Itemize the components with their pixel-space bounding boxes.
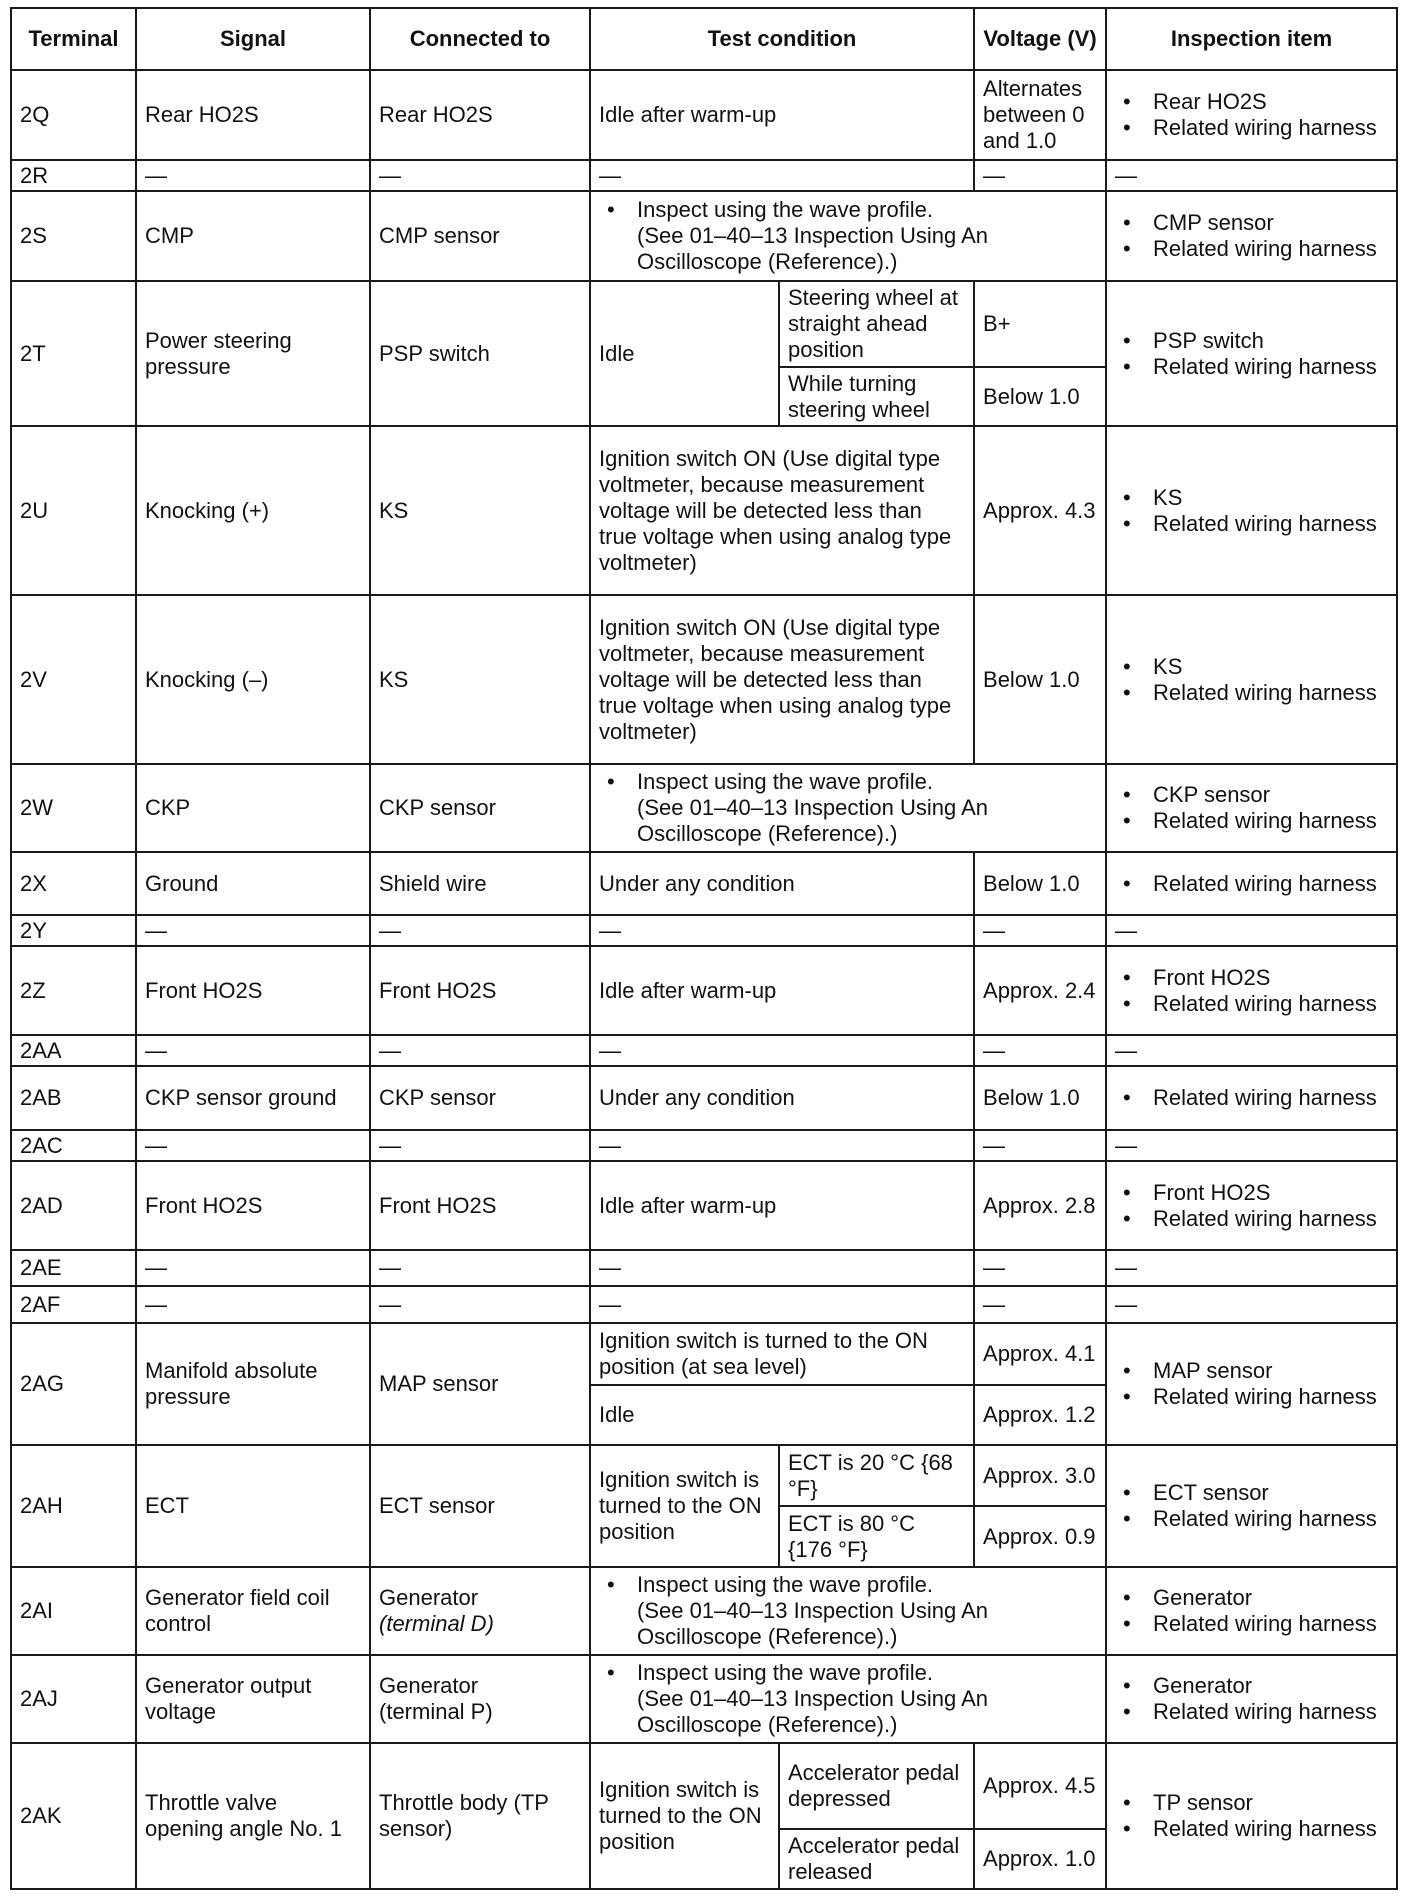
inspection-item: • KS [1153, 485, 1388, 511]
inspection-item: • Related wiring harness [1153, 1206, 1388, 1232]
inspection-item: • CKP sensor [1153, 782, 1388, 808]
connected-cell: — [370, 915, 590, 946]
inspection-cell: — [1106, 160, 1397, 191]
terminal-cell: 2AI [11, 1567, 136, 1655]
signal-cell: — [136, 915, 370, 946]
inspection-item: • ECT sensor [1153, 1480, 1388, 1506]
terminal-cell: 2W [11, 764, 136, 852]
inspection-item: • KS [1153, 654, 1388, 680]
condition-cell [590, 1655, 1106, 1743]
table-row [11, 70, 1397, 160]
condition-cell: — [590, 1035, 974, 1066]
condition-cell: Under any condition [590, 852, 974, 915]
inspection-item: • TP sensor [1153, 1790, 1388, 1816]
connected-cell: ECT sensor [370, 1445, 590, 1567]
signal-cell: Front HO2S [136, 1161, 370, 1250]
voltage-cell: — [974, 915, 1106, 946]
table-row [11, 1323, 1397, 1385]
voltage-cell: Below 1.0 [974, 852, 1106, 915]
table-row [11, 1655, 1397, 1743]
terminal-cell: 2S [11, 191, 136, 281]
terminal-cell: 2Z [11, 946, 136, 1035]
voltage-cell: Approx. 1.0 [974, 1829, 1106, 1889]
condition-cell: Idle after warm-up [590, 70, 974, 160]
voltage-cell: Approx. 3.0 [974, 1445, 1106, 1506]
header-row [11, 8, 1397, 70]
header-terminal: Terminal [11, 8, 136, 70]
signal-cell: Generator output voltage [136, 1655, 370, 1743]
connected-cell: Front HO2S [370, 1161, 590, 1250]
inspection-cell: — [1106, 915, 1397, 946]
voltage-cell: Approx. 4.3 [974, 426, 1106, 595]
header-voltage: Voltage (V) [974, 8, 1106, 70]
condition-cell: Ignition switch ON (Use digital type voltmeter, because measurement voltage will be detected less than true voltage when using analog type voltmeter) [590, 426, 974, 595]
voltage-cell: Alternates between 0 and 1.0 [974, 70, 1106, 160]
voltage-cell: — [974, 160, 1106, 191]
condition-cell: — [590, 1250, 974, 1286]
voltage-cell: Below 1.0 [974, 1066, 1106, 1130]
table-row [11, 281, 1397, 367]
wave-note: • Inspect using the wave profile. (See 01–40–13 Inspection Using An Oscilloscope (Reference).) [637, 1660, 1097, 1738]
terminal-cell: 2AK [11, 1743, 136, 1889]
terminal-cell: 2AE [11, 1250, 136, 1286]
signal-cell: CMP [136, 191, 370, 281]
inspection-cell [1106, 1445, 1397, 1567]
table-row [11, 160, 1397, 191]
voltage-cell: — [974, 1250, 1106, 1286]
inspection-item: • Related wiring harness [1153, 1085, 1388, 1111]
connected-cell: MAP sensor [370, 1323, 590, 1445]
condition-cell [590, 191, 1106, 281]
connected-cell: CKP sensor [370, 764, 590, 852]
table-row [11, 1161, 1397, 1250]
signal-cell: ECT [136, 1445, 370, 1567]
condition-cell: Ignition switch ON (Use digital type voltmeter, because measurement voltage will be detected less than true voltage when using analog type voltmeter) [590, 595, 974, 764]
inspection-item: • Related wiring harness [1153, 680, 1388, 706]
inspection-item: • Related wiring harness [1153, 115, 1388, 141]
header-test-condition: Test condition [590, 8, 974, 70]
connected-cell: Front HO2S [370, 946, 590, 1035]
table-row [11, 915, 1397, 946]
inspection-cell [1106, 1066, 1397, 1130]
inspection-item: • Related wiring harness [1153, 808, 1388, 834]
connected-cell: KS [370, 426, 590, 595]
table-row [11, 764, 1397, 852]
signal-cell: CKP sensor ground [136, 1066, 370, 1130]
connected-cell: PSP switch [370, 281, 590, 426]
voltage-cell: Approx. 4.1 [974, 1323, 1106, 1385]
inspection-item: • Related wiring harness [1153, 236, 1388, 262]
voltage-cell: — [974, 1035, 1106, 1066]
inspection-item: • Related wiring harness [1153, 991, 1388, 1017]
terminal-cell: 2AJ [11, 1655, 136, 1743]
terminal-cell: 2Q [11, 70, 136, 160]
signal-cell: CKP [136, 764, 370, 852]
voltage-cell: Approx. 1.2 [974, 1385, 1106, 1445]
wave-note: • Inspect using the wave profile. (See 01–40–13 Inspection Using An Oscilloscope (Reference).) [637, 769, 1097, 847]
inspection-item: • PSP switch [1153, 328, 1388, 354]
condition-cell: Under any condition [590, 1066, 974, 1130]
inspection-cell [1106, 1743, 1397, 1889]
signal-cell: Manifold absolute pressure [136, 1323, 370, 1445]
table-row [11, 1035, 1397, 1066]
connected-cell: Throttle body (TP sensor) [370, 1743, 590, 1889]
inspection-item: • Rear HO2S [1153, 89, 1388, 115]
connected-cell: — [370, 1130, 590, 1161]
sub-condition-cell: ECT is 20 °C {68 °F} [779, 1445, 974, 1506]
inspection-item: • Related wiring harness [1153, 511, 1388, 537]
condition-cell: Idle after warm-up [590, 1161, 974, 1250]
table-row [11, 1567, 1397, 1655]
signal-cell: Rear HO2S [136, 70, 370, 160]
terminal-cell: 2AD [11, 1161, 136, 1250]
inspection-cell: — [1106, 1250, 1397, 1286]
inspection-cell [1106, 1161, 1397, 1250]
signal-cell: — [136, 1130, 370, 1161]
connected-cell: Generator (terminal P) [370, 1655, 590, 1743]
table-row [11, 426, 1397, 595]
terminal-cell: 2U [11, 426, 136, 595]
table-row [11, 1066, 1397, 1130]
signal-cell: — [136, 160, 370, 191]
condition-cell: Ignition switch is turned to the ON position [590, 1445, 779, 1567]
connected-cell: Rear HO2S [370, 70, 590, 160]
sub-condition-cell: Steering wheel at straight ahead position [779, 281, 974, 367]
wave-note: • Inspect using the wave profile. (See 01–40–13 Inspection Using An Oscilloscope (Reference).) [637, 197, 1097, 275]
terminal-cell: 2T [11, 281, 136, 426]
terminal-cell: 2V [11, 595, 136, 764]
condition-cell: Idle [590, 281, 779, 426]
inspection-item: • Related wiring harness [1153, 354, 1388, 380]
table-row [11, 946, 1397, 1035]
signal-cell: Generator field coil control [136, 1567, 370, 1655]
sub-condition-cell: Accelerator pedal depressed [779, 1743, 974, 1829]
inspection-item: • CMP sensor [1153, 210, 1388, 236]
sub-condition-cell: ECT is 80 °C {176 °F} [779, 1506, 974, 1567]
terminal-cell: 2X [11, 852, 136, 915]
connected-cell: — [370, 1035, 590, 1066]
condition-cell: — [590, 160, 974, 191]
connected-cell: Shield wire [370, 852, 590, 915]
terminal-cell: 2AA [11, 1035, 136, 1066]
inspection-cell [1106, 426, 1397, 595]
voltage-cell: — [974, 1286, 1106, 1323]
terminal-cell: 2Y [11, 915, 136, 946]
inspection-item: • Generator [1153, 1585, 1388, 1611]
connected-cell: CMP sensor [370, 191, 590, 281]
inspection-cell: — [1106, 1130, 1397, 1161]
voltage-cell: Approx. 2.8 [974, 1161, 1106, 1250]
header-inspection-item: Inspection item [1106, 8, 1397, 70]
table-row [11, 191, 1397, 281]
table-row [11, 595, 1397, 764]
table-row [11, 1743, 1397, 1829]
table-row [11, 1250, 1397, 1286]
inspection-cell [1106, 595, 1397, 764]
table-row [11, 1130, 1397, 1161]
condition-cell: Idle [590, 1385, 974, 1445]
condition-cell: — [590, 1130, 974, 1161]
wave-note: • Inspect using the wave profile. (See 01–40–13 Inspection Using An Oscilloscope (Reference).) [637, 1572, 1097, 1650]
voltage-cell: B+ [974, 281, 1106, 367]
inspection-item: • Front HO2S [1153, 965, 1388, 991]
signal-cell: — [136, 1286, 370, 1323]
terminal-cell: 2AH [11, 1445, 136, 1567]
inspection-item: • MAP sensor [1153, 1358, 1388, 1384]
inspection-cell [1106, 281, 1397, 426]
connected-cell: — [370, 1250, 590, 1286]
terminal-cell: 2R [11, 160, 136, 191]
inspection-item: • Related wiring harness [1153, 1816, 1388, 1842]
condition-cell: Ignition switch is turned to the ON position [590, 1743, 779, 1889]
signal-cell: Power steering pressure [136, 281, 370, 426]
terminal-cell: 2AC [11, 1130, 136, 1161]
voltage-cell: Below 1.0 [974, 595, 1106, 764]
sub-condition-cell: Accelerator pedal released [779, 1829, 974, 1889]
inspection-item: • Related wiring harness [1153, 871, 1388, 897]
voltage-cell: Approx. 2.4 [974, 946, 1106, 1035]
sub-condition-cell: While turning steering wheel [779, 367, 974, 426]
inspection-item: • Related wiring harness [1153, 1506, 1388, 1532]
inspection-item: • Generator [1153, 1673, 1388, 1699]
condition-cell: — [590, 1286, 974, 1323]
voltage-cell: — [974, 1130, 1106, 1161]
header-signal: Signal [136, 8, 370, 70]
condition-cell: — [590, 915, 974, 946]
connected-cell: — [370, 160, 590, 191]
inspection-cell: — [1106, 1035, 1397, 1066]
voltage-cell: Below 1.0 [974, 367, 1106, 426]
voltage-cell: Approx. 4.5 [974, 1743, 1106, 1829]
inspection-cell [1106, 764, 1397, 852]
connected-cell: Generator (terminal D) [370, 1567, 590, 1655]
signal-cell: Front HO2S [136, 946, 370, 1035]
signal-cell: — [136, 1035, 370, 1066]
terminal-cell: 2AG [11, 1323, 136, 1445]
inspection-item: • Related wiring harness [1153, 1384, 1388, 1410]
condition-cell [590, 764, 1106, 852]
inspection-cell [1106, 70, 1397, 160]
inspection-cell [1106, 1567, 1397, 1655]
inspection-cell [1106, 852, 1397, 915]
condition-cell: Idle after warm-up [590, 946, 974, 1035]
inspection-item: • Related wiring harness [1153, 1611, 1388, 1637]
signal-cell: Knocking (+) [136, 426, 370, 595]
signal-cell: Ground [136, 852, 370, 915]
table-row [11, 1445, 1397, 1506]
inspection-item: • Front HO2S [1153, 1180, 1388, 1206]
table-row [11, 1286, 1397, 1323]
inspection-cell [1106, 1655, 1397, 1743]
table-row [11, 852, 1397, 915]
signal-cell: Throttle valve opening angle No. 1 [136, 1743, 370, 1889]
connected-cell: CKP sensor [370, 1066, 590, 1130]
connected-cell: — [370, 1286, 590, 1323]
signal-cell: — [136, 1250, 370, 1286]
inspection-cell [1106, 1323, 1397, 1445]
connected-cell: KS [370, 595, 590, 764]
terminal-inspection-table [10, 7, 1398, 1890]
terminal-cell: 2AB [11, 1066, 136, 1130]
inspection-cell [1106, 946, 1397, 1035]
signal-cell: Knocking (–) [136, 595, 370, 764]
inspection-cell: — [1106, 1286, 1397, 1323]
terminal-cell: 2AF [11, 1286, 136, 1323]
condition-cell: Ignition switch is turned to the ON position (at sea level) [590, 1323, 974, 1385]
voltage-cell: Approx. 0.9 [974, 1506, 1106, 1567]
header-connected-to: Connected to [370, 8, 590, 70]
inspection-item: • Related wiring harness [1153, 1699, 1388, 1725]
inspection-cell [1106, 191, 1397, 281]
condition-cell [590, 1567, 1106, 1655]
